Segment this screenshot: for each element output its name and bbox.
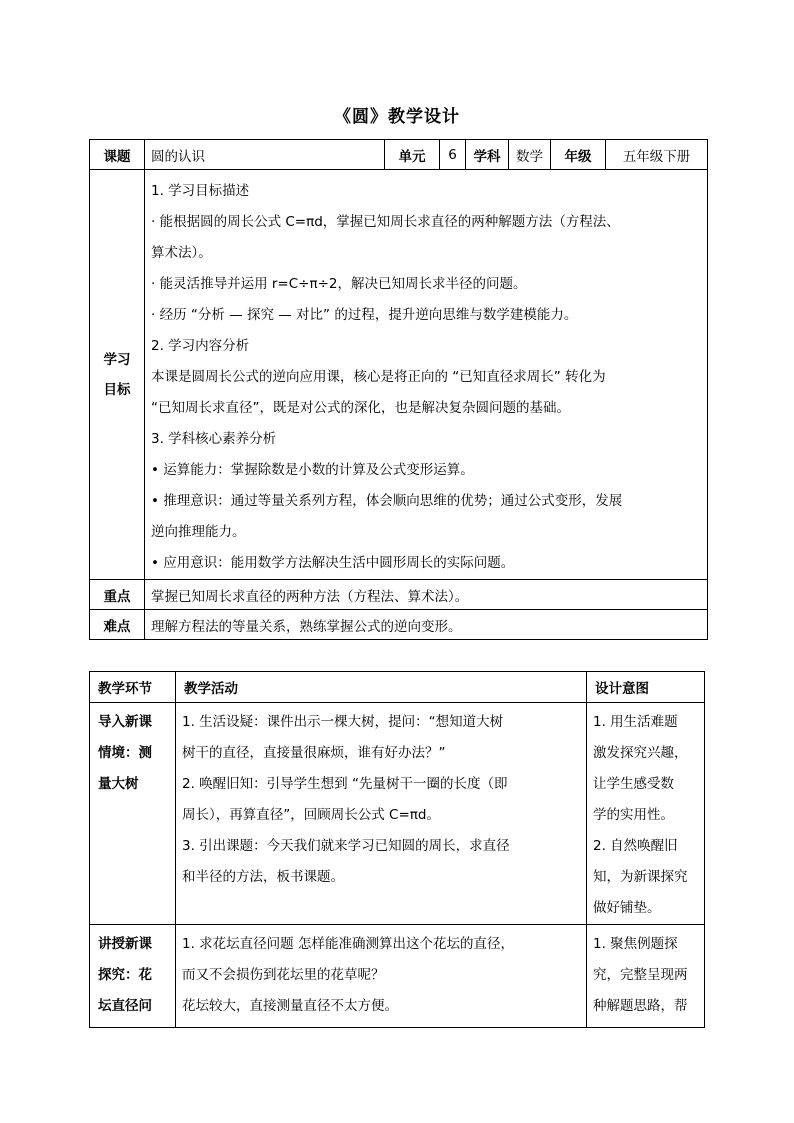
activity-line: 树干的直径，直接量很麻烦，谁有好办法？” <box>182 745 446 761</box>
design-line: 究，完整呈现两 <box>593 967 688 983</box>
design-line: 知，为新课探究 <box>593 869 688 885</box>
objective-line: 逆向推理能力。 <box>151 524 246 540</box>
grade-label: 年级 <box>551 140 606 170</box>
activity-row-explore <box>90 925 705 1028</box>
objective-line: • 应用意识：能用数学方法解决生活中圆形周长的实际问题。 <box>151 555 515 571</box>
key-point-value: 掌握已知周长求直径的两种方法（方程法、算术法）。 <box>145 580 708 610</box>
section-cell <box>90 925 176 1028</box>
objective-line: · 经历 “分析 — 探究 — 对比” 的过程，提升逆向思维与数学建模能力。 <box>151 307 578 323</box>
objectives-label-line-2: 目标 <box>103 381 131 398</box>
activity-line: 周长），再算直径”，回顾周长公式 C=πd。 <box>182 807 440 823</box>
design-line: 1. 用生活难题 <box>593 714 678 730</box>
section-line: 坛直径问 <box>98 998 152 1014</box>
objective-line: 3. 学科核心素养分析 <box>151 431 277 447</box>
design-line: 学的实用性。 <box>593 807 674 823</box>
objective-line: · 能灵活推导并运用 r=C÷π÷2，解决已知周长求半径的问题。 <box>151 276 527 292</box>
header-section: 教学环节 <box>90 672 176 703</box>
objective-line: 算术法）。 <box>151 245 212 261</box>
design-line: 2. 自然唤醒旧 <box>593 838 678 854</box>
section-cell <box>90 703 176 925</box>
design-line: 做好铺垫。 <box>593 900 661 916</box>
difficulty-row <box>90 610 708 640</box>
unit-value: 6 <box>440 140 466 170</box>
activity-cell <box>176 925 587 1028</box>
section-line: 量大树 <box>98 776 139 792</box>
page-title: 《圆》教学设计 <box>334 107 460 127</box>
objective-line: 2. 学习内容分析 <box>151 338 250 354</box>
objectives-row <box>90 170 708 580</box>
lesson-info-table <box>89 139 708 640</box>
activities-header-row <box>90 672 705 703</box>
topic-label: 课题 <box>90 140 145 170</box>
objective-line: 本课是圆周长公式的逆向应用课，核心是将正向的 “已知直径求周长” 转化为 <box>151 369 606 385</box>
activity-line: 花坛较大，直接测量直径不太方便。 <box>182 998 398 1014</box>
activity-cell <box>176 703 587 925</box>
activity-line: 1. 生活设疑：课件出示一棵大树，提问：“想知道大树 <box>182 714 504 730</box>
objective-line: 1. 学习目标描述 <box>151 183 250 199</box>
section-line: 导入新课 <box>98 714 152 730</box>
header-design: 设计意图 <box>587 672 705 703</box>
objectives-label-line-1: 学习 <box>103 351 131 368</box>
section-line: 讲授新课 <box>98 936 152 952</box>
activity-line: 2. 唤醒旧知：引导学生想到 “先量树干一圈的长度（即 <box>182 776 508 792</box>
difficulty-value: 理解方程法的等量关系，熟练掌握公式的逆向变形。 <box>145 610 708 640</box>
objectives-label <box>90 170 145 580</box>
topic-value: 圆的认识 <box>145 140 385 170</box>
design-cell <box>587 925 705 1028</box>
activity-row-intro <box>90 703 705 925</box>
objective-line: • 推理意识：通过等量关系列方程，体会顺向思维的优势；通过公式变形，发展 <box>151 493 623 509</box>
key-point-label: 重点 <box>90 580 145 610</box>
objectives-content <box>145 170 708 580</box>
design-line: 激发探究兴趣， <box>593 745 688 761</box>
activity-line: 1. 求花坛直径问题 怎样能准确测算出这个花坛的直径， <box>182 936 514 952</box>
activity-line: 和半径的方法，板书课题。 <box>182 869 344 885</box>
subject-label: 学科 <box>466 140 509 170</box>
difficulty-label: 难点 <box>90 610 145 640</box>
objective-line: · 能根据圆的周长公式 C=πd，掌握已知周长求直径的两种解题方法（方程法、 <box>151 214 620 230</box>
design-line: 让学生感受数 <box>593 776 674 792</box>
header-activity: 教学活动 <box>176 672 587 703</box>
section-line: 情境：测 <box>98 745 152 761</box>
design-line: 种解题思路，帮 <box>593 998 688 1014</box>
objective-line: “已知周长求直径”，既是对公式的深化，也是解决复杂圆问题的基础。 <box>151 400 570 416</box>
unit-label: 单元 <box>385 140 440 170</box>
subject-value: 数学 <box>509 140 551 170</box>
activity-line: 3. 引出课题：今天我们就来学习已知圆的周长，求直径 <box>182 838 510 854</box>
design-line: 1. 聚焦例题探 <box>593 936 678 952</box>
design-cell <box>587 703 705 925</box>
info-row <box>90 140 708 170</box>
grade-value: 五年级下册 <box>606 140 708 170</box>
key-point-row <box>90 580 708 610</box>
activity-line: 而又不会损伤到花坛里的花草呢？ <box>182 967 385 983</box>
section-line: 探究：花 <box>98 967 152 983</box>
activities-table <box>89 671 705 1028</box>
objective-line: • 运算能力：掌握除数是小数的计算及公式变形运算。 <box>151 462 474 478</box>
